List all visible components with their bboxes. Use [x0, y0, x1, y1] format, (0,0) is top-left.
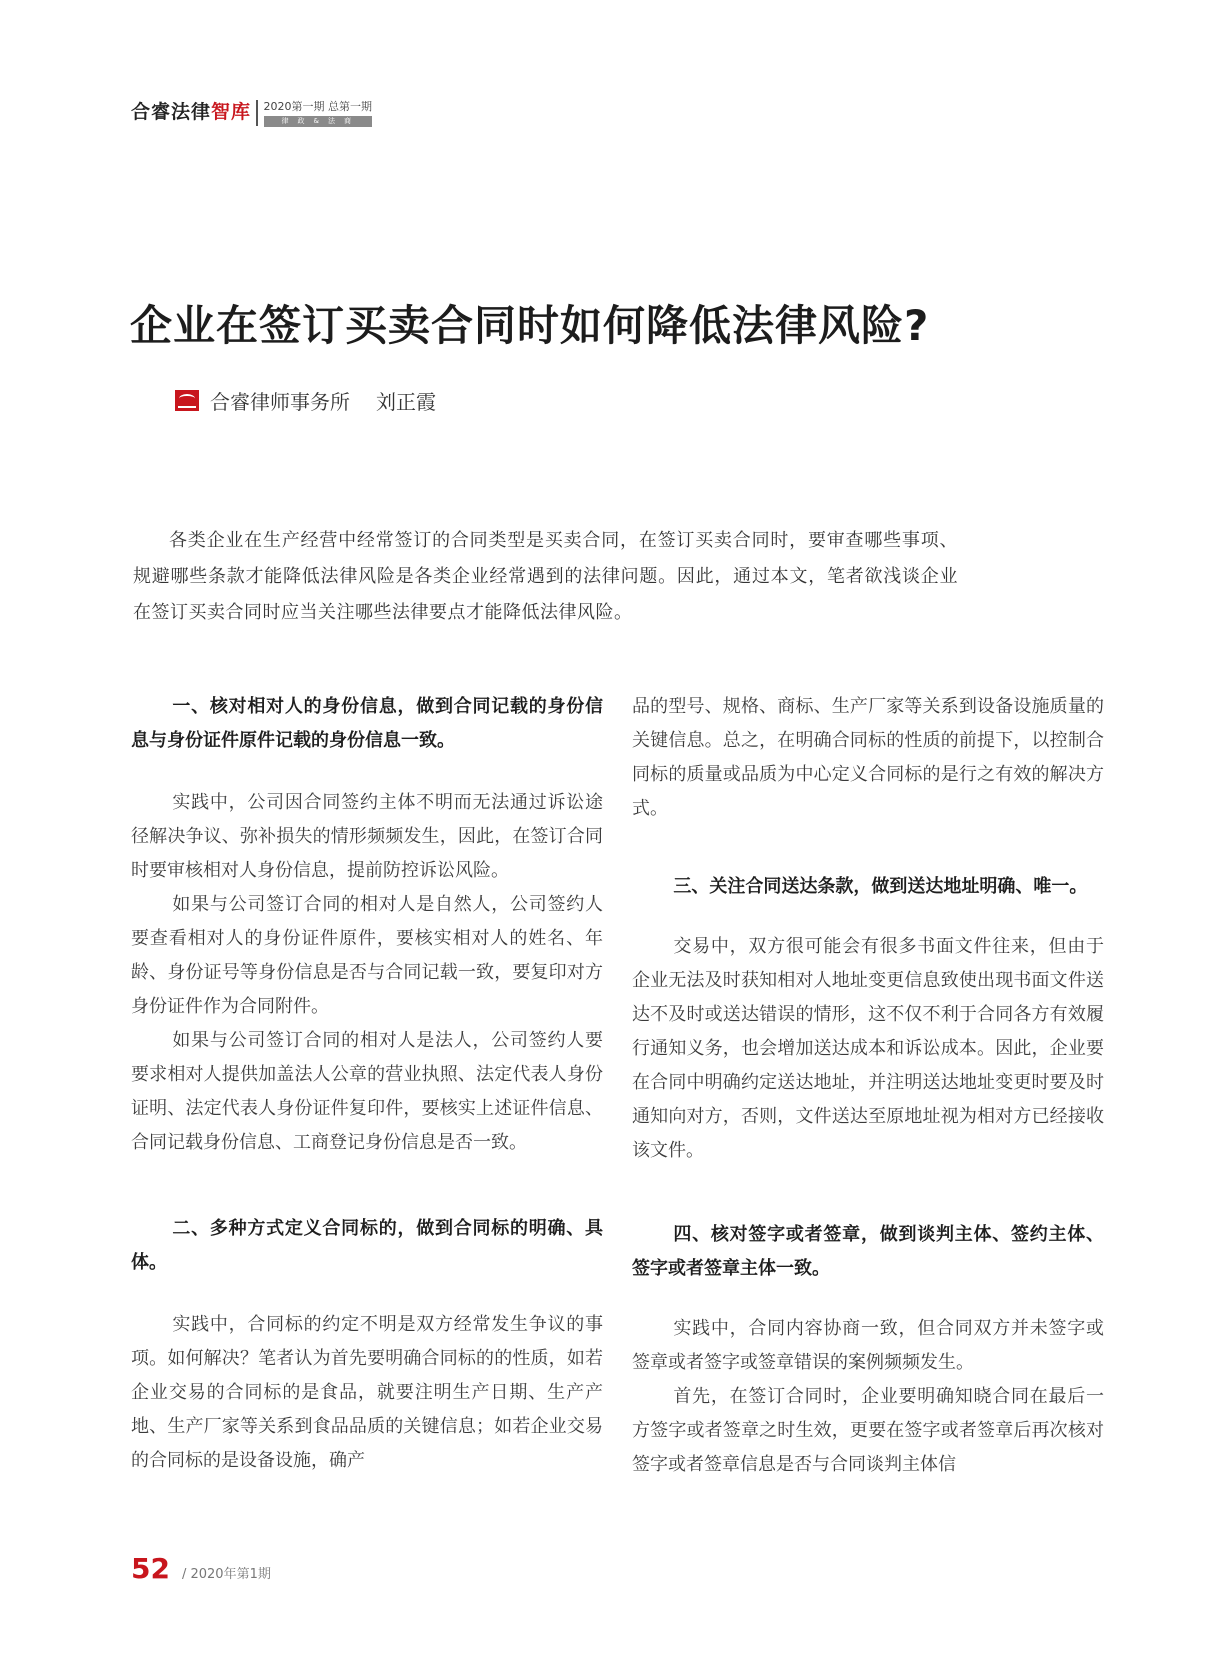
- page-number: 52: [131, 1552, 170, 1585]
- section-heading-4: 四、核对签字或者签章，做到谈判主体、签约主体、签字或者签章主体一致。: [632, 1224, 1104, 1279]
- paragraph: 如果与公司签订合同的相对人是法人，公司签约人要要求相对人提供加盖法人公章的营业执照、法定代表人身份证明、法定代表人身份证件复印件，要核实上述证件信息、合同记载身份信息、工商登记身份信息是否一致。: [131, 1030, 603, 1153]
- paragraph: 实践中，合同标的约定不明是双方经常发生争议的事项。如何解决？笔者认为首先要明确合同标的的性质，如若企业交易的合同标的是食品，就要注明生产日期、生产产地、生产厂家等关系到食品品质的关键信息；如若企业交易的合同标的是设备设施，确产: [131, 1314, 603, 1471]
- paragraph: 交易中，双方很可能会有很多书面文件往来，但由于企业无法及时获知相对人地址变更信息致使出现书面文件送达不及时或送达错误的情形，这不仅不利于合同各方有效履行通知义务，也会增加送达成本和诉讼成本。因此，企业要在合同中明确约定送达地址，并注明送达地址变更时要及时通知向对方，否则，文件送达至原地址视为相对方已经接收该文件。: [632, 936, 1104, 1161]
- brand-accent: 智库: [211, 101, 252, 123]
- right-column: [632, 690, 1104, 1482]
- paragraph: 实践中，公司因合同签约主体不明而无法通过诉讼途径解决争议、弥补损失的情形频频发生，因此，在签订合同时要审核相对人身份信息，提前防控诉讼风险。: [131, 792, 603, 881]
- paragraph: 实践中，合同内容协商一致，但合同双方并未签字或签章或者签字或签章错误的案例频频发生。: [632, 1318, 1104, 1373]
- paragraph: 首先，在签订合同时，企业要明确知晓合同在最后一方签字或者签章之时生效，更要在签字或者签章后再次核对签字或者签章信息是否与合同谈判主体信: [632, 1386, 1104, 1475]
- paragraph-continued: 品的型号、规格、商标、生产厂家等关系到设备设施质量的关键信息。总之，在明确合同标的性质的前提下，以控制合同标的质量或品质为中心定义合同标的是行之有效的解决方式。: [632, 696, 1104, 819]
- brand-main: 合睿法律: [131, 101, 212, 123]
- byline: [175, 386, 436, 415]
- paragraph: 如果与公司签订合同的相对人是自然人，公司签约人要查看相对人的身份证件原件，要核实相对人的姓名、年龄、身份证号等身份信息是否与合同记载一致，要复印对方身份证件作为合同附件。: [131, 894, 603, 1017]
- firm-logo-icon: [175, 390, 199, 411]
- issue-info: [264, 100, 373, 127]
- section-heading-1: 一、核对相对人的身份信息，做到合同记载的身份信息与身份证件原件记载的身份信息一致。: [131, 696, 603, 751]
- masthead-divider: [256, 100, 258, 126]
- section-heading-3: 三、关注合同送达条款，做到送达地址明确、唯一。: [673, 876, 1088, 897]
- masthead: [131, 100, 372, 130]
- footer-issue: / 2020年第1期: [181, 1567, 271, 1582]
- issue-bar: 律政&法商: [264, 116, 373, 127]
- firm-name: 合睿律师事务所: [210, 390, 350, 414]
- brand-logo-text: [131, 100, 251, 124]
- page-footer: [131, 1552, 271, 1585]
- article-title: 企业在签订买卖合同时如何降低法律风险?: [130, 301, 930, 350]
- author-name: 刘正霞: [376, 390, 436, 414]
- issue-label: 2020第一期 总第一期: [263, 100, 373, 113]
- section-heading-2: 二、多种方式定义合同标的，做到合同标的明确、具体。: [131, 1218, 603, 1273]
- left-column: [131, 690, 603, 1478]
- article-abstract: 各类企业在生产经营中经常签订的合同类型是买卖合同，在签订买卖合同时，要审查哪些事项、规避哪些条款才能降低法律风险是各类企业经常遇到的法律问题。因此，通过本文，笔者欲浅谈企业在签订买卖合同时应当关注哪些法律要点才能降低法律风险。: [133, 530, 958, 623]
